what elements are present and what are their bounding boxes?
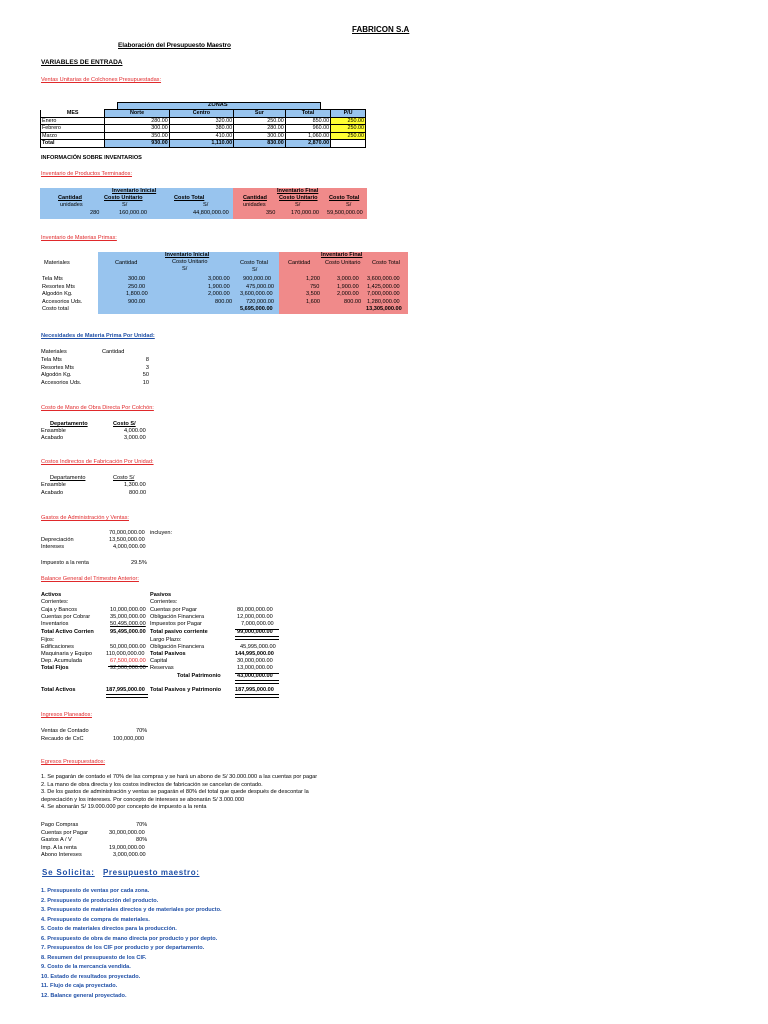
cell: 350.00 xyxy=(105,132,169,140)
cell: 3,000.00 xyxy=(337,276,359,282)
cell: 800.00 xyxy=(344,298,362,305)
cell: 1,900.00 xyxy=(337,283,359,290)
cell: Cuentas por Pagar xyxy=(41,829,88,836)
fg-col: Costo Total xyxy=(174,195,205,201)
cell: 1,280,000.00 xyxy=(367,298,400,305)
cell: 930.00 xyxy=(105,140,169,148)
list-item xyxy=(41,365,151,372)
needs-heading: Necesidades de Materia Prima Por Unidad: xyxy=(41,333,155,339)
note: 3. De los gastos de administración y ventas se pagarán el 80% del total que quede después de descontar la xyxy=(41,789,309,795)
cell: 19,000,000.00 xyxy=(109,844,145,851)
fg-unit: S/ xyxy=(295,202,301,208)
cell: 380.00 xyxy=(169,125,233,133)
rm-initial-label: Inventario Inicial xyxy=(165,252,210,258)
table-row xyxy=(41,125,366,133)
admin-label: Depreciación xyxy=(41,537,74,543)
cell: 50,000,000.00 xyxy=(110,644,146,650)
cell: Fijos: xyxy=(41,637,55,643)
list-item: 2. Presupuesto de producción del producto. xyxy=(41,897,159,904)
cell: 280.00 xyxy=(105,117,169,125)
list-item: 5. Costo de materiales directos para la producción. xyxy=(41,926,177,932)
labor-col: Costo S/ xyxy=(113,421,136,427)
cell: 1,300.00 xyxy=(124,482,146,488)
cell: Algodón Kg. xyxy=(42,291,73,297)
rm-col: Cantidad xyxy=(115,260,138,266)
cell: 3 xyxy=(145,364,149,371)
note: 1. Se pagarán de contado el 70% de las compras y se hará un abono de S/ 30.000.000 a las cuentas por pagar xyxy=(41,774,318,780)
needs-col: Materiales xyxy=(41,349,67,355)
cell: 30,000,000.00 xyxy=(237,658,273,664)
solicita-title: Presupuesto maestro: xyxy=(103,868,200,877)
cell: 187,995,000.00 xyxy=(106,687,145,693)
cell: 4,000.00 xyxy=(124,428,146,434)
sales-col-centro: Centro xyxy=(169,110,233,118)
table-row xyxy=(40,276,410,283)
page-subtitle: Elaboración del Presupuesto Maestro xyxy=(118,42,231,49)
cell: Total Activos xyxy=(41,687,76,693)
cell: Ensamble xyxy=(41,428,66,434)
cell: 1,200 xyxy=(306,276,320,282)
rm-materials-label: Materiales xyxy=(44,260,70,266)
cell: Marzo xyxy=(41,132,105,140)
list-item: 11. Flujo de caja proyectado. xyxy=(41,983,118,989)
cell: Tela Mts xyxy=(42,276,63,282)
cell: 2,870.00 xyxy=(285,140,330,148)
labor-heading: Costo de Mano de Obra Directa Por Colchón: xyxy=(41,405,154,411)
cell: Dep. Acumulada xyxy=(41,658,83,664)
sales-col-mes: MES xyxy=(41,110,105,118)
cell: 70% xyxy=(136,728,148,734)
sales-heading: Ventas Unitarias de Colchones Presupuestadas: xyxy=(41,77,162,83)
cell: Costo total xyxy=(42,306,69,312)
solicita-label: Se Solicita: xyxy=(42,868,95,877)
cell: Inventarios xyxy=(41,621,69,627)
needs-col: Cantidad xyxy=(102,349,125,355)
cell: Acabado xyxy=(41,490,64,496)
cell: 67,500,000.00 xyxy=(110,658,146,664)
cell: 3,500 xyxy=(306,291,320,297)
note: 4. Se abonarán S/ 19.000.000 por concepto de impuesto a la renta xyxy=(41,804,207,810)
cell: 850.00 xyxy=(285,117,330,125)
cell: 99,000,000.00 xyxy=(237,629,273,635)
cell: Capital xyxy=(150,658,168,664)
cell: 1,800.00 xyxy=(126,291,148,297)
cell: 1,060.00 xyxy=(285,132,330,140)
cell: 320.00 xyxy=(169,117,233,125)
cell: 3,000,000.00 xyxy=(113,852,146,858)
admin-label: Intereses xyxy=(41,544,65,550)
list-item xyxy=(41,357,151,364)
fg-unit: S/ xyxy=(203,202,209,208)
admin-heading: Gastos de Administración y Ventas: xyxy=(41,515,129,521)
cell: Abono Intereses xyxy=(41,852,82,858)
cell: 250.00 xyxy=(234,117,286,125)
fg-unit: unidades xyxy=(60,202,83,208)
sales-col-sur: Sur xyxy=(234,110,286,118)
cell: Largo Plazo: xyxy=(150,637,182,643)
admin-total: 70,000,000.00 xyxy=(109,530,145,536)
cell: 960.00 xyxy=(285,125,330,133)
cell: Resortes Mts xyxy=(41,364,74,371)
note: 2. La mano de obra directa y los costos indirectos de fabricación se cancelan de contado. xyxy=(41,781,263,788)
cell: 95,495,000.00 xyxy=(110,629,146,635)
cell: 12,000,000.00 xyxy=(237,614,273,620)
list-item: 4. Presupuesto de compra de materiales. xyxy=(41,916,150,923)
rm-col: Costo Unitario xyxy=(172,259,208,265)
fg-value: 170,000.00 xyxy=(291,210,319,216)
list-item xyxy=(41,380,151,387)
note: depreciación y los intereses. Por concepto de intereses se abonarán S/ 3.000.000 xyxy=(41,796,245,803)
overhead-heading: Costos Indirectos de Fabricación Por Unidad: xyxy=(41,459,154,465)
cell: Febrero xyxy=(41,125,105,133)
list-item: 7. Presupuestos de los CIF por producto y por departamento. xyxy=(41,945,205,951)
list-item: 3. Presupuesto de materiales directos y de materiales por producto. xyxy=(41,907,222,913)
balance-sheet xyxy=(41,593,281,699)
table-row xyxy=(40,299,410,306)
list-item: 12. Balance general proyectado. xyxy=(41,992,127,999)
cell: Corrientes: xyxy=(41,599,69,605)
cell: 250.00 xyxy=(331,132,366,140)
cell: Obligación Financiera xyxy=(150,644,205,650)
fg-col: Cantidad xyxy=(243,195,267,201)
cell: Corrientes: xyxy=(150,599,178,605)
cell: 110,000,000.00 xyxy=(106,651,145,657)
cell: 300.00 xyxy=(105,125,169,133)
cell: 100,000,000 xyxy=(113,736,145,742)
overhead-col: Departamento xyxy=(50,475,86,481)
cell: 30,000,000.00 xyxy=(109,829,145,836)
cell: 70% xyxy=(136,822,148,828)
fg-col: Costo Unitario xyxy=(104,195,143,201)
sales-grid xyxy=(40,109,366,148)
cell: 900,000.00 xyxy=(243,276,271,282)
fg-col: Costo Unitario xyxy=(279,195,318,201)
cell: Reservas xyxy=(150,665,174,671)
cell: 720,000.00 xyxy=(246,298,274,305)
cell: 50,495,000.00 xyxy=(110,621,146,627)
cell: Tela Mts xyxy=(41,357,62,363)
cell: Accesorios Uds. xyxy=(42,298,83,305)
cell: 300.00 xyxy=(128,276,146,282)
divider xyxy=(106,694,148,698)
cell: 5,695,000.00 xyxy=(240,306,273,312)
cell: Pago Compras xyxy=(41,822,79,828)
table-row xyxy=(41,132,366,140)
rm-final-label: Inventario Final xyxy=(321,252,363,258)
cell: 475,000.00 xyxy=(246,283,274,290)
cell: Obligación Financiera xyxy=(150,614,205,620)
cell: 10 xyxy=(142,379,149,386)
rm-unit: S/ xyxy=(252,267,258,273)
cell: 3,600,000.00 xyxy=(367,276,400,282)
rm-col: Costo Total xyxy=(240,260,268,266)
fg-unit: S/ xyxy=(122,202,128,208)
cell: Recaudo de CxC xyxy=(41,736,84,742)
rm-unit: S/ xyxy=(182,266,188,272)
cell: Total pasivo corriente xyxy=(150,629,208,635)
cell: 10,000,000.00 xyxy=(110,607,146,613)
list-item: 9. Costo de la mercancía vendida. xyxy=(41,964,131,970)
fg-value: 160,000.00 xyxy=(119,210,147,216)
cell: Cuentas por Pagar xyxy=(150,607,197,613)
cell: Total Patrimonio xyxy=(177,673,221,679)
fg-initial-block xyxy=(40,188,233,219)
cell: 7,000,000.00 xyxy=(241,621,274,627)
fg-unit: unidades xyxy=(243,202,266,208)
cell: 250.00 xyxy=(128,283,146,290)
finished-goods-heading: Inventario de Productos Terminados: xyxy=(41,171,133,177)
admin-value: 29.5% xyxy=(131,560,147,566)
labor-col: Departamento xyxy=(50,421,88,427)
cell: Acabado xyxy=(41,435,64,441)
cell: Caja y Bancos xyxy=(41,607,78,613)
cell: 50 xyxy=(142,372,149,378)
cell: Resortes Mts xyxy=(42,283,75,290)
admin-value: 4,000,000.00 xyxy=(113,544,146,550)
cell: 410.00 xyxy=(169,132,233,140)
sales-col-norte: Norte xyxy=(105,110,169,118)
cell: 144,995,000.00 xyxy=(235,651,274,657)
cell: 1,110.00 xyxy=(169,140,233,148)
cell: Maquinaria y Equipo xyxy=(41,651,92,657)
fg-value: 44,800,000.00 xyxy=(193,210,229,216)
cell: 3,600,000.00 xyxy=(240,291,273,297)
cell: 3,000.00 xyxy=(208,276,230,282)
cell: Accesorios Uds. xyxy=(41,379,82,386)
cell: 3,000.00 xyxy=(124,435,146,441)
fg-unit: S/ xyxy=(346,202,352,208)
cell: Total Activo Corrien xyxy=(41,629,94,635)
cell: 1,600 xyxy=(306,298,320,305)
cell: 187,995,000.00 xyxy=(235,687,274,693)
table-row-total xyxy=(41,140,366,148)
fg-final-label: Inventario Final xyxy=(277,188,319,194)
cell: Impuestos por Pagar xyxy=(150,621,202,627)
cell: 43,000,000.00 xyxy=(237,673,273,679)
cell: 7,000,000.00 xyxy=(367,291,400,297)
list-item: 10. Estado de resultados proyectado. xyxy=(41,973,141,980)
fg-value: 350 xyxy=(266,210,276,216)
list-item: 8. Resumen del presupuesto de los CIF. xyxy=(41,954,147,961)
inventory-info-heading: INFORMACIÓN SOBRE INVENTARIOS xyxy=(41,155,142,161)
cell: Total Pasivos xyxy=(150,651,186,657)
cell: Imp. A la renta xyxy=(41,844,77,851)
table-row-total xyxy=(40,306,410,313)
list-item: 6. Presupuesto de obra de mano directa por producto y por depto. xyxy=(41,935,218,942)
divider xyxy=(235,636,279,640)
cell: 35,000,000.00 xyxy=(110,614,146,620)
cell: Ensamble xyxy=(41,482,66,488)
cell: Total Pasivos y Patrimonio xyxy=(150,687,222,693)
cell: 2,000.00 xyxy=(208,291,230,297)
sales-col-total: Total xyxy=(285,110,330,118)
table-row xyxy=(40,291,410,298)
cell: 80,000,000.00 xyxy=(237,607,273,613)
cell: Gastos A / V xyxy=(41,837,72,843)
rm-col: Costo Total xyxy=(372,260,400,266)
cell: Total xyxy=(41,140,105,148)
cell: 900.00 xyxy=(128,298,146,305)
admin-incluyen: incluyen: xyxy=(150,530,173,536)
cell: Cuentas por Cobrar xyxy=(41,614,91,620)
fg-initial-label: Inventario Inicial xyxy=(112,188,157,194)
cell: 250.00 xyxy=(331,125,366,133)
cell: 830.00 xyxy=(234,140,286,148)
egresos-heading: Egresos Presupuestados: xyxy=(41,759,106,765)
cell: Activos xyxy=(41,592,62,598)
cell: 800.00 xyxy=(215,298,233,305)
cell: 250.00 xyxy=(331,117,366,125)
cell: 1,900.00 xyxy=(208,283,230,290)
cell: 8 xyxy=(145,357,149,363)
list-item xyxy=(41,372,151,379)
list-item: 1. Presupuesto de ventas por cada zona. xyxy=(41,888,150,894)
admin-label: Impuesto a la renta xyxy=(41,560,89,566)
cell: 13,000,000.00 xyxy=(237,665,273,671)
cell: 280.00 xyxy=(234,125,286,133)
cell: Algodón Kg. xyxy=(41,372,72,378)
table-row xyxy=(41,117,366,125)
admin-value: 13,500,000.00 xyxy=(109,537,145,543)
cell xyxy=(331,140,366,148)
fg-final-block xyxy=(233,188,367,219)
cell: 92,500,000.00 xyxy=(110,665,146,671)
cell: 45,995,000.00 xyxy=(240,644,276,650)
cell: 800.00 xyxy=(129,490,147,496)
raw-materials-heading: Inventario de Materias Primas: xyxy=(41,235,117,241)
cell: Total Fijos xyxy=(41,665,69,671)
table-row xyxy=(40,284,410,291)
fg-col: Costo Total xyxy=(329,195,360,201)
cell: 1,425,000.00 xyxy=(367,283,400,290)
cell: 2,000.00 xyxy=(337,291,359,297)
fg-col: Cantidad xyxy=(58,195,82,201)
cell: Pasivos xyxy=(150,592,172,598)
divider xyxy=(235,694,279,698)
rm-col: Cantidad xyxy=(288,260,311,266)
fg-value: 280 xyxy=(90,210,100,216)
cell: 300.00 xyxy=(234,132,286,140)
balance-heading: Balance General del Trimestre Anterior: xyxy=(41,576,139,582)
ingresos-heading: Ingresos Planeados: xyxy=(41,712,92,718)
cell: 13,305,000.00 xyxy=(366,306,402,312)
variables-heading: VARIABLES DE ENTRADA xyxy=(41,59,123,66)
cell: 80% xyxy=(136,837,148,843)
overhead-col: Costo S/ xyxy=(113,475,135,481)
fg-value: 59,500,000.00 xyxy=(327,210,363,216)
cell: Ventas de Contado xyxy=(41,728,89,734)
sales-zonas-label: ZONAS xyxy=(208,101,228,108)
cell: Enero xyxy=(41,117,105,125)
cell: 750 xyxy=(310,283,320,290)
sales-col-pu: P/U xyxy=(331,110,366,118)
divider xyxy=(235,680,279,684)
rm-col: Costo Unitario xyxy=(325,260,361,266)
page-title: FABRICON S.A xyxy=(352,25,410,34)
cell: Edificaciones xyxy=(41,644,74,650)
